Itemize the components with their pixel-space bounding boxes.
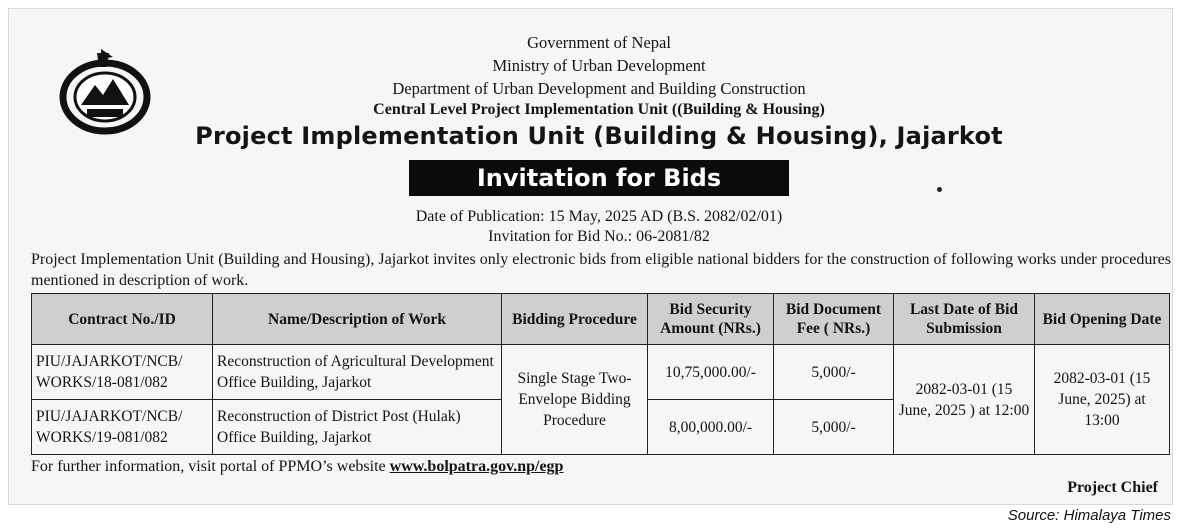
- header-last-date: Last Date of Bid Submission: [894, 294, 1035, 345]
- publication-date: Date of Publication: 15 May, 2025 AD (B.S. 2082/02/01): [415, 208, 783, 225]
- header-security: Bid Security Amount (NRs.): [648, 294, 774, 345]
- header-contract: Contract No./ID: [32, 294, 213, 345]
- header-name: Name/Description of Work: [213, 294, 502, 345]
- work-name: Reconstruction of Agricultural Development Office Building, Jajarkot: [213, 345, 502, 400]
- nepal-emblem-icon: [57, 47, 153, 135]
- bid-security: 8,00,000.00/-: [648, 400, 774, 455]
- header-fee: Bid Document Fee ( NRs.): [774, 294, 894, 345]
- bid-number: Invitation for Bid No.: 06-2081/82: [488, 228, 710, 245]
- further-info-text: For further information, visit portal of PPMO’s website: [31, 458, 390, 475]
- header-department: Department of Urban Development and Building Construction: [392, 79, 806, 98]
- ppmo-portal-link[interactable]: www.bolpatra.gov.np/egp: [389, 458, 564, 475]
- bids-table: [31, 293, 1170, 455]
- header-piu-jajarkot: Project Implementation Unit (Building & Housing), Jajarkot: [195, 122, 1003, 150]
- invitation-banner: Invitation for Bids: [409, 160, 789, 196]
- work-name: Reconstruction of District Post (Hulak) Office Building, Jajarkot: [213, 400, 502, 455]
- bid-security: 10,75,000.00/-: [648, 345, 774, 400]
- table-header-row: [32, 294, 1170, 345]
- header-opening-date: Bid Opening Date: [1035, 294, 1170, 345]
- opening-date: 2082-03-01 (15 June, 2025) at 13:00: [1035, 345, 1170, 455]
- header-government: Government of Nepal: [527, 33, 671, 52]
- last-submission-date: 2082-03-01 (15 June, 2025 ) at 12:00: [894, 345, 1035, 455]
- header-ministry: Ministry of Urban Development: [492, 56, 706, 75]
- contract-id: PIU/JAJARKOT/NCB/ WORKS/19-081/082: [32, 400, 213, 455]
- speck-dot: [937, 187, 942, 192]
- bidding-procedure: Single Stage Two-Envelope Bidding Procedure: [502, 345, 648, 455]
- notice-paper: [8, 8, 1173, 505]
- source-credit: Source: Himalaya Times: [1007, 507, 1171, 524]
- contract-id: PIU/JAJARKOT/NCB/ WORKS/18-081/082: [32, 345, 213, 400]
- header-central-unit: Central Level Project Implementation Unit ((Building & Housing): [373, 101, 825, 118]
- document-fee: 5,000/-: [774, 400, 894, 455]
- intro-paragraph: Project Implementation Unit (Building and Housing), Jajarkot invites only electronic bids from eligible national bidders for the construction of following works under procedures mentioned in description of work.: [31, 251, 1171, 289]
- header-procedure: Bidding Procedure: [502, 294, 648, 345]
- further-info: [31, 458, 563, 476]
- signatory: Project Chief: [1067, 479, 1158, 496]
- document-fee: 5,000/-: [774, 345, 894, 400]
- table-row: [32, 345, 1170, 400]
